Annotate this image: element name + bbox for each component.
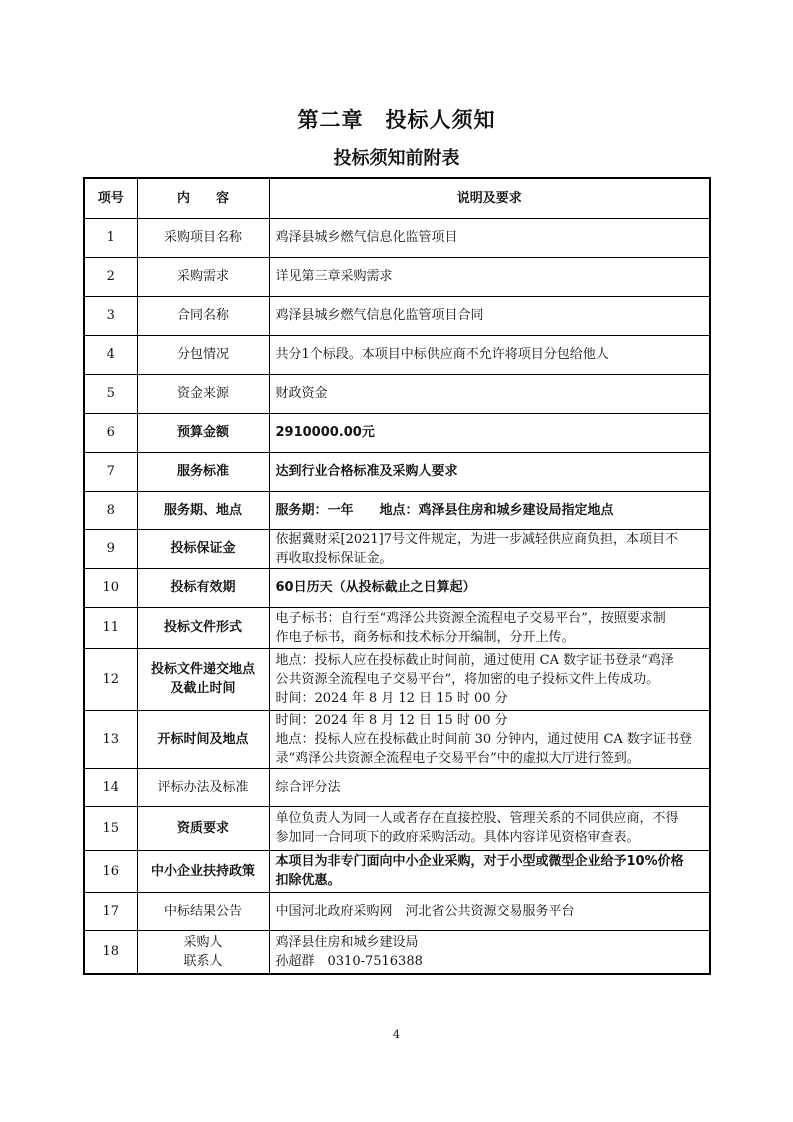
description-line: 鸡泽县住房和城乡建设局 xyxy=(275,934,419,950)
row-item xyxy=(137,648,269,710)
table-row xyxy=(84,806,710,850)
description-line: 时间：2024 年 8 月 12 日 15 时 00 分 xyxy=(275,690,508,706)
row-item-line: 联系人 xyxy=(183,953,223,969)
table-row xyxy=(84,491,710,529)
table-row xyxy=(84,710,710,768)
table-row xyxy=(84,930,710,974)
row-description xyxy=(269,374,710,413)
row-number: 11 xyxy=(84,607,137,648)
description-line: 共分1个标段。本项目中标供应商不允许将项目分包给他人 xyxy=(275,347,609,362)
table-row xyxy=(84,335,710,374)
row-item: 资金来源 xyxy=(137,374,269,413)
row-item xyxy=(137,930,269,974)
description-line: 达到行业合格标准及采购人要求 xyxy=(275,464,458,479)
page-number: 4 xyxy=(393,1028,400,1041)
row-description xyxy=(269,648,710,710)
table-row xyxy=(84,648,710,710)
chapter-title: 第二章 投标人须知 xyxy=(297,107,496,132)
row-item: 服务期、地点 xyxy=(137,491,269,529)
row-description xyxy=(269,218,710,257)
description-line: 中国河北政府采购网 河北省公共资源交易服务平台 xyxy=(275,903,575,919)
row-item: 分包情况 xyxy=(137,335,269,374)
row-description xyxy=(269,607,710,648)
row-description xyxy=(269,413,710,452)
row-item: 中小企业扶持政策 xyxy=(137,850,269,892)
table-row xyxy=(84,374,710,413)
description-line: 依据冀财采[2021]7号文件规定，为进一步减轻供应商负担，本项目不 xyxy=(275,531,678,547)
row-number: 1 xyxy=(84,218,137,257)
row-number: 5 xyxy=(84,374,137,413)
description-line: 录“鸡泽公共资源全流程电子交易平台”中的虚拟大厅进行签到。 xyxy=(275,750,640,766)
row-number: 3 xyxy=(84,296,137,335)
description-line: 本项目为非专门面向中小企业采购，对于小型或微型企业给予10%价格 xyxy=(275,854,684,869)
description-line: 财政资金 xyxy=(275,386,328,401)
row-description xyxy=(269,892,710,930)
table-body xyxy=(84,218,710,974)
row-description xyxy=(269,529,710,568)
description-line: 再收取投标保证金。 xyxy=(275,550,393,566)
row-number: 4 xyxy=(84,335,137,374)
row-number: 14 xyxy=(84,768,137,806)
row-description xyxy=(269,806,710,850)
row-description xyxy=(269,452,710,491)
header-desc: 说明及要求 xyxy=(269,178,710,218)
row-number: 18 xyxy=(84,930,137,974)
table-row xyxy=(84,568,710,607)
row-item: 中标结果公告 xyxy=(137,892,269,930)
row-description xyxy=(269,768,710,806)
row-description xyxy=(269,850,710,892)
row-item: 采购需求 xyxy=(137,257,269,296)
row-number: 16 xyxy=(84,850,137,892)
description-line: 参加同一合同项下的政府采购活动。具体内容详见资格审查表。 xyxy=(275,830,640,845)
row-description xyxy=(269,335,710,374)
row-item: 评标办法及标准 xyxy=(137,768,269,806)
row-item-line: 投标文件递交地点 xyxy=(150,662,255,677)
table-row xyxy=(84,850,710,892)
row-description xyxy=(269,710,710,768)
description-line: 2910000.00元 xyxy=(275,425,375,440)
table-row xyxy=(84,413,710,452)
row-number: 17 xyxy=(84,892,137,930)
row-description xyxy=(269,491,710,529)
row-number: 9 xyxy=(84,529,137,568)
description-line: 电子标书：自行至“鸡泽公共资源全流程电子交易平台”，按照要求制 xyxy=(275,610,666,626)
row-number: 8 xyxy=(84,491,137,529)
table-header-row xyxy=(84,178,710,218)
requirements-table xyxy=(83,177,711,975)
table-row xyxy=(84,892,710,930)
description-line: 扣除优惠。 xyxy=(275,873,341,888)
description-line: 地点：投标人应在投标截止时间前，通过使用 CA 数字证书登录“鸡泽 xyxy=(275,652,674,668)
table-row xyxy=(84,452,710,491)
description-line: 详见第三章采购需求 xyxy=(275,269,393,284)
description-line: 鸡泽县城乡燃气信息化监管项目 xyxy=(275,230,458,245)
row-item-line: 采购人 xyxy=(183,934,223,950)
row-number: 13 xyxy=(84,710,137,768)
row-item: 投标文件形式 xyxy=(137,607,269,648)
row-item: 采购项目名称 xyxy=(137,218,269,257)
header-item: 内 容 xyxy=(137,178,269,218)
row-item: 投标有效期 xyxy=(137,568,269,607)
table-row xyxy=(84,296,710,335)
row-number: 6 xyxy=(84,413,137,452)
row-number: 7 xyxy=(84,452,137,491)
description-line: 孙超群 0310-7516388 xyxy=(275,953,423,969)
row-item: 服务标准 xyxy=(137,452,269,491)
row-number: 2 xyxy=(84,257,137,296)
description-line: 地点：投标人应在投标截止时间前 30 分钟内，通过使用 CA 数字证书登 xyxy=(275,731,692,747)
description-line: 时间：2024 年 8 月 12 日 15 时 00 分 xyxy=(275,712,508,728)
row-number: 15 xyxy=(84,806,137,850)
description-line: 综合评分法 xyxy=(275,779,341,795)
row-item: 预算金额 xyxy=(137,413,269,452)
row-number: 12 xyxy=(84,648,137,710)
description-line: 60日历天（从投标截止之日算起） xyxy=(275,580,476,595)
row-description xyxy=(269,930,710,974)
table-row xyxy=(84,607,710,648)
row-item: 合同名称 xyxy=(137,296,269,335)
table-row xyxy=(84,529,710,568)
description-line: 服务期：一年 地点：鸡泽县住房和城乡建设局指定地点 xyxy=(275,502,614,518)
description-line: 公共资源全流程电子交易平台”，将加密的电子投标文件上传成功。 xyxy=(275,671,660,687)
row-number: 10 xyxy=(84,568,137,607)
table-row xyxy=(84,768,710,806)
row-item-line: 及截止时间 xyxy=(170,681,236,696)
description-line: 作电子标书，商务标和技术标分开编制，分开上传。 xyxy=(275,629,575,645)
row-item: 开标时间及地点 xyxy=(137,710,269,768)
row-description xyxy=(269,257,710,296)
header-no: 项号 xyxy=(84,178,137,218)
table-row xyxy=(84,218,710,257)
page-subtitle: 投标须知前附表 xyxy=(333,148,460,169)
row-description xyxy=(269,296,710,335)
row-description xyxy=(269,568,710,607)
row-item: 投标保证金 xyxy=(137,529,269,568)
description-line: 单位负责人为同一人或者存在直接控股、管理关系的不同供应商，不得 xyxy=(275,811,679,826)
table-row xyxy=(84,257,710,296)
description-line: 鸡泽县城乡燃气信息化监管项目合同 xyxy=(275,308,484,323)
row-item: 资质要求 xyxy=(137,806,269,850)
